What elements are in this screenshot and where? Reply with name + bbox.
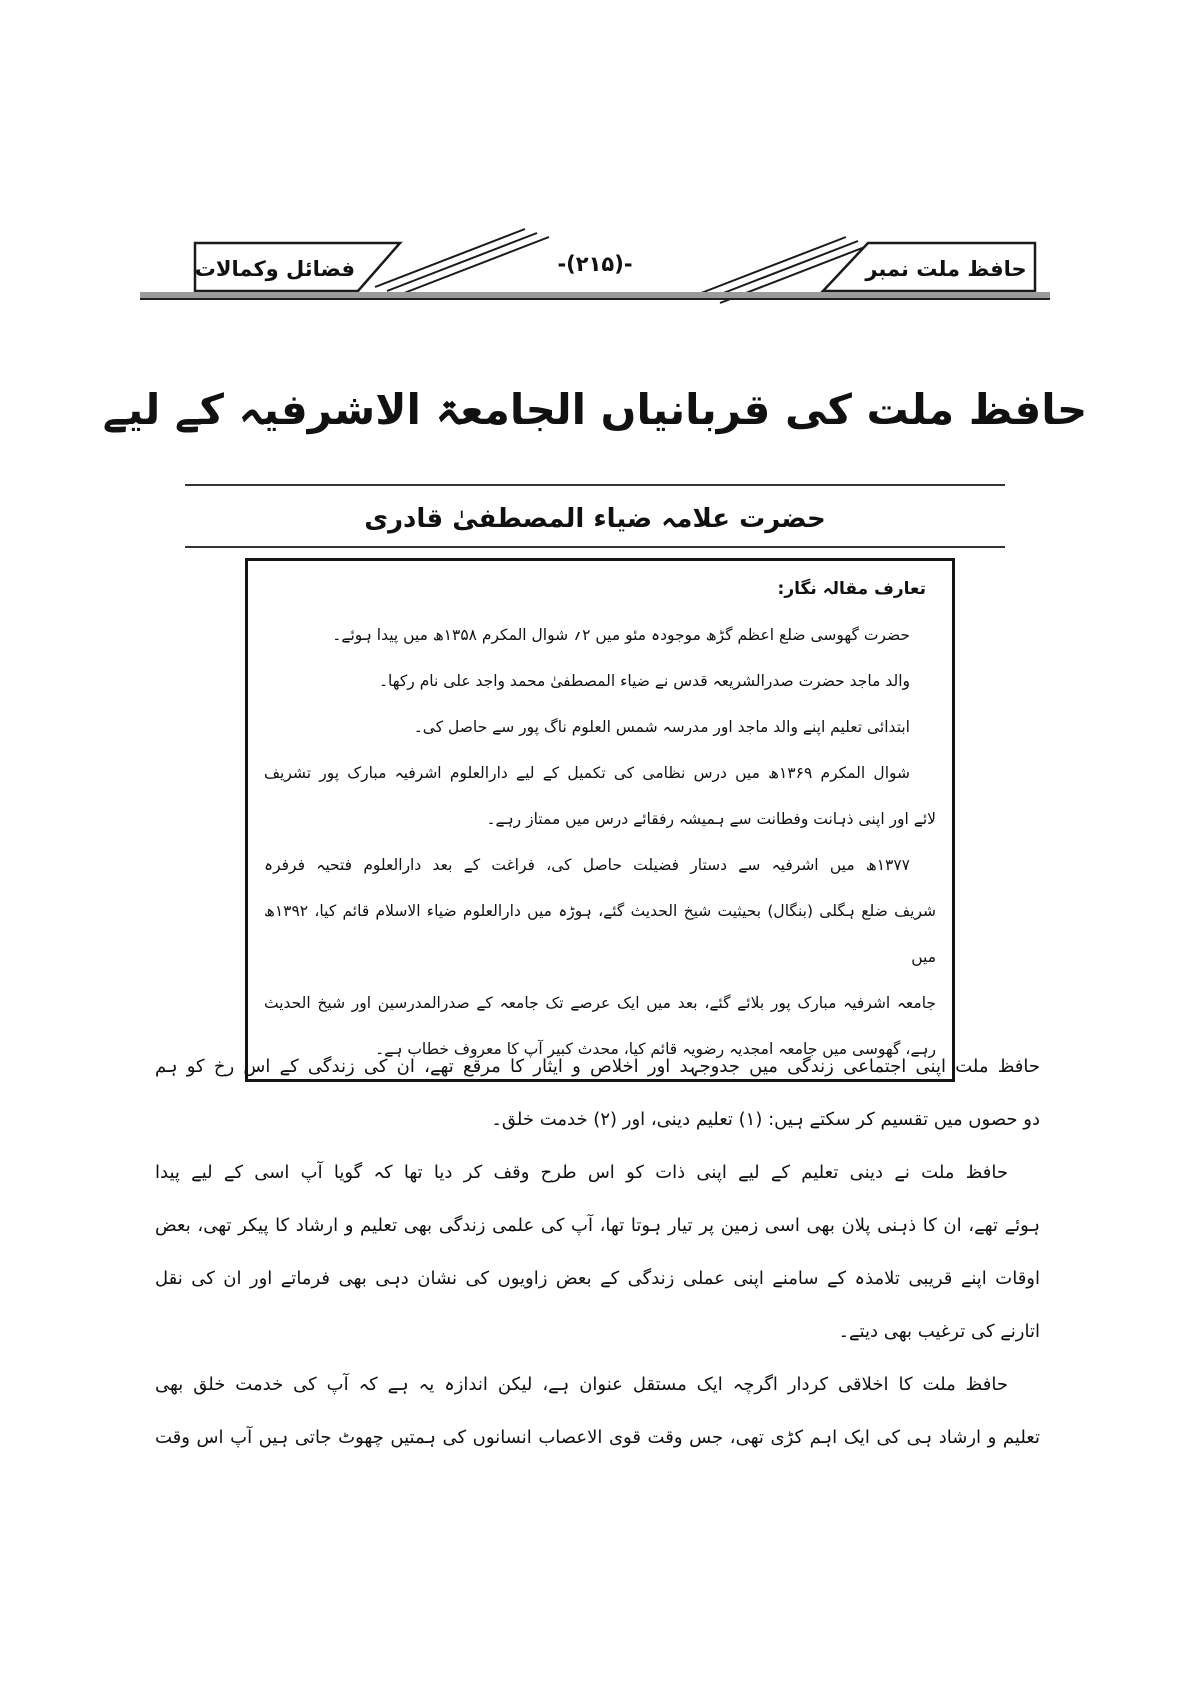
header-left-diagonal-lines-icon (375, 229, 549, 295)
intro-box-line: شریف ضلع ہگلی (بنگال) بحیثیت شیخ الحدیث گئے، ہوڑہ میں دارالعلوم ضیاء الاسلام قائم کیا، ۱۳۹۲ھ میں (264, 902, 936, 966)
intro-box (245, 558, 955, 1082)
intro-box-line: شوال المکرم ۱۳۶۹ھ میں درس نظامی کی تکمیل کے لیے دارالعلوم اشرفیہ مبارک پور تشریف (264, 764, 910, 782)
page-number: -(۲۱۵)- (557, 252, 633, 276)
intro-box-line: ۱۳۷۷ھ میں اشرفیہ سے دستار فضیلت حاصل کی، فراغت کے بعد دارالعلوم فتحیہ فرفرہ (264, 856, 910, 874)
intro-box-line: ابتدائی تعلیم اپنے والد ماجد اور مدرسہ شمس العلوم ناگ پور سے حاصل کی۔ (413, 718, 910, 736)
header-rule (140, 292, 1050, 300)
intro-box-line: رہے، گھوسی میں جامعہ امجدیہ رضویہ قائم کیا، محدث کبیر آپ کا معروف خطاب ہے۔ (375, 1040, 936, 1058)
body-line: دو حصوں میں تقسیم کر سکتے ہیں: (۱) تعلیم دینی، اور (۲) خدمت خلق۔ (491, 1109, 1040, 1130)
intro-box-line: جامعہ اشرفیہ مبارک پور بلائے گئے، بعد میں ایک عرصے تک جامعہ کے صدرالمدرسین اور شیخ الحدیث (264, 994, 936, 1012)
body-line: حافظ ملت اپنی اجتماعی زندگی میں جدوجہد اور اخلاص و ایثار کا مرقع تھے، ان کی زندگی کے اس رخ کو ہم (155, 1056, 1040, 1077)
article-body (155, 1040, 1040, 1464)
intro-box-line: حضرت گھوسی ضلع اعظم گڑھ موجودہ مئو میں ۲؍ شوال المکرم ۱۳۵۸ھ میں پیدا ہوئے۔ (332, 626, 910, 644)
body-line: ہوئے تھے، ان کا ذہنی پلان بھی اسی زمین پر تیار ہوتا تھا، آپ کی علمی زندگی بھی تعلیم و ارشاد کا پیکر تھی، بعض (155, 1215, 1040, 1236)
body-line: حافظ ملت نے دینی تعلیم کے لیے اپنی ذات کو اس طرح وقف کر دیا تھا کہ گویا آپ اسی کے لیے پیدا (155, 1162, 1008, 1183)
body-line: اتارنے کی ترغیب بھی دیتے۔ (838, 1321, 1040, 1342)
author-rule-bottom (185, 546, 1005, 548)
author-rule-top (185, 484, 1005, 486)
body-line: اوقات اپنے قریبی تلامذہ کے سامنے اپنی عملی زندگی کے بعض زاویوں کی نشان دہی بھی فرماتے اور ان کی نقل (155, 1268, 1040, 1289)
header-right-label: حافظ ملت نمبر (865, 257, 1027, 281)
intro-box-line: لائے اور اپنی ذہانت وفطانت سے ہمیشہ رفقائے درس میں ممتاز رہے۔ (486, 810, 936, 828)
article-author: حضرت علامہ ضیاء المصطفیٰ قادری (364, 504, 826, 534)
header-left-label: فضائل وکمالات (194, 257, 355, 281)
article-title: حافظ ملت کی قربانیاں الجامعۃ الاشرفیہ کے لیے (102, 385, 1088, 434)
intro-box-heading: تعارف مقالہ نگار: (777, 579, 926, 599)
body-line: حافظ ملت کا اخلاقی کردار اگرچہ ایک مستقل عنوان ہے، لیکن اندازہ یہ ہے کہ آپ کی خدمت خلق بھی (155, 1374, 1008, 1395)
intro-box-line: والد ماجد حضرت صدرالشریعہ قدس نے ضیاء المصطفیٰ محمد واجد علی نام رکھا۔ (378, 672, 910, 690)
body-line: تعلیم و ارشاد ہی کی ایک اہم کڑی تھی، جس وقت قوی الاعصاب انسانوں کی ہمتیں چھوٹ جاتی ہیں آپ اس وقت (155, 1427, 1040, 1448)
